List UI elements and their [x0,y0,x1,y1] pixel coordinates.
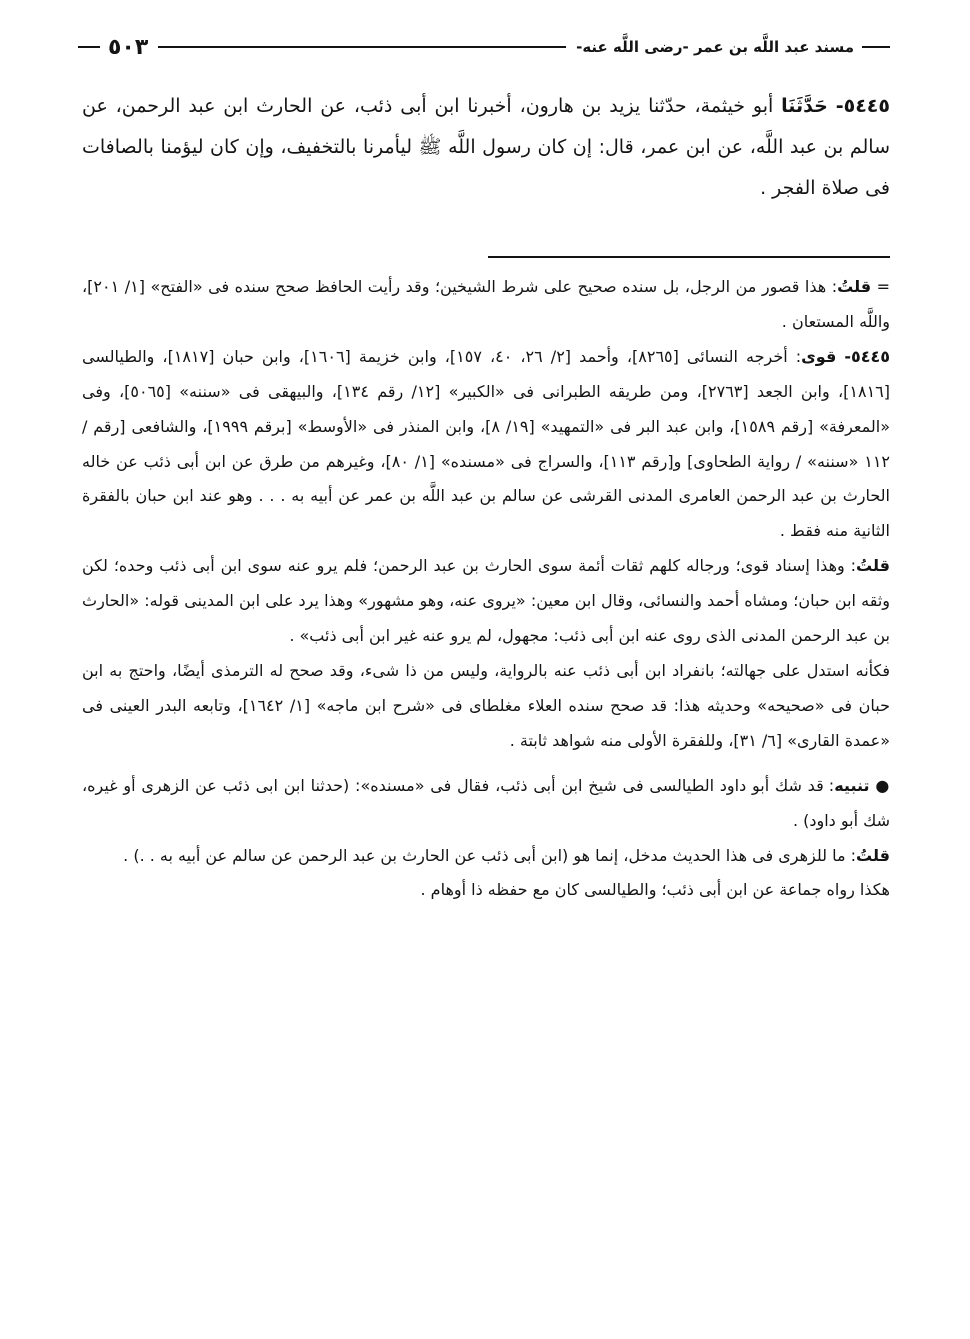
continuation-mark: = [876,277,891,296]
comment-paragraph [82,549,890,654]
takhrij-grade: قوى [801,346,837,366]
reply-label: قلتُ [856,845,890,865]
tanbih-paragraph [82,769,890,839]
hadith-text [82,86,890,209]
hadith-body: أبو خيثمة، حدّثنا يزيد بن هارون، أخبرنا ابن أبى ذئب، عن الحارث ابن عبد الرحمن، عن سالم بن عبد اللَّه، عن ابن عمر، قال: إن كان رسول اللَّه ﷺ ليأمرنا بالتخفيف، وإن كان ليؤمنا بالصافات فى صلاة الفجر . [82,95,890,199]
header-rule [158,46,566,48]
page-number: ٥٠٣ [108,34,149,60]
takhrij-paragraph [82,340,890,549]
reply-paragraph [82,839,890,874]
takhrij-number: ٥٤٤٥- [844,346,891,366]
header-dash-right [862,46,890,48]
comment-text: : وهذا إسناد قوى؛ ورجاله كلهم ثقات أئمة سوى الحارث بن عبد الرحمن؛ فلم يرو عنه سوى ابن أبى ذئب وحده؛ لكن وثقه ابن حبان؛ ومشاه أحمد والنسائى، وقال ابن معين: «يروى عنه، وهو مشهور» وهذا يرد على ابن المدينى قوله: «الحارث بن عبد الرحمن المدنى الذى روى عنه ابن أبى ذئب: مجهول، لم يرو عنه غير ابن أبى ذئب» . [82,556,890,646]
header-title: مسند عبد اللَّه بن عمر -رضى اللَّه عنه- [576,38,854,56]
bullet-icon: ● [875,775,890,795]
hadith-number: ٥٤٤٥- [835,95,890,117]
tanbih-label: تنبيه [834,775,870,795]
hadith-lead-word: حَدَّثَنَا [781,95,828,117]
footnotes [82,270,890,908]
reply-text: : ما للزهرى فى هذا الحديث مدخل، إنما هو (ابن أبى ذئب عن الحارث بن عبد الرحمن عن سالم عن أبيه به . .) . [123,845,857,865]
footnote-separator [488,256,890,258]
note-continuation [82,270,890,340]
note-text: : هذا قصور من الرجل، بل سنده صحيح على شرط الشيخين؛ وقد رأيت الحافظ صحح سنده فى «الفتح» [١/ ٢٠١]، واللَّه المستعان . [82,277,890,331]
note-label: قلتُ [837,277,872,296]
tanbih-text: : قد شك أبو داود الطيالسى فى شيخ ابن أبى ذئب، فقال فى «مسنده»: (حدثنا ابن ابى ذئب عن الزهرى أو غيره، شك أبو داود) . [82,775,890,830]
discussion-paragraph: فكأنه استدل على جهالته؛ بانفراد ابن أبى ذئب عنه بالرواية، وليس من ذا شىء، وقد صحح له الترمذى أيضًا، واحتج به ابن حبان فى «صحيحه» وحديثه هذا: قد صحح سنده العلاء مغلطاى فى «شرح ابن ماجه» [١/ ١٦٤٢]، وتابعه البدر العينى فى «عمدة القارى» [٦/ ٣١]، وللفقرة الأولى منه شواهد ثابتة . [82,660,891,750]
hadith-paragraph [82,86,890,209]
takhrij-text: : أخرجه النسائى [٨٢٦٥]، وأحمد [٢/ ٢٦، ٤٠، ١٥٧]، وابن خزيمة [١٦٠٦]، وابن حبان [١٨١٧]، والطيالسى [١٨١٦]، وابن الجعد [٢٧٦٣]، ومن طريقه الطبرانى فى «الكبير» [١٢/ رقم ١٣٤]، والبيهقى فى «سننه» [٥٠٦٥]، وفى «المعرفة» [رقم ١٥٨٩]، وابن عبد البر فى «التمهيد» [١٩/ ٨]، وابن المنذر فى «الأوسط» [برقم ١٩٩٩]، والشافعى [رقم / ١١٢ «سننه» / رواية الطحاوى] و[رقم ١١٣]، والسراج فى «مسنده» [١/ ٨٠]، وغيرهم من طرق عن ابن أبى ذئب عن خاله الحارث بن عبد الرحمن العامرى المدنى القرشى عن سالم بن عبد اللَّه بن عمر عن أبيه به . . . وهو عند ابن حبان بالفقرة الثانية منه فقط . [82,346,891,541]
comment-label: قلتُ [856,556,890,576]
running-header [78,30,890,64]
header-dash-left [78,46,100,48]
closing-paragraph: هكذا رواه جماعة عن ابن أبى ذئب؛ والطيالسى كان مع حفظه ذا أوهام . [420,880,890,900]
